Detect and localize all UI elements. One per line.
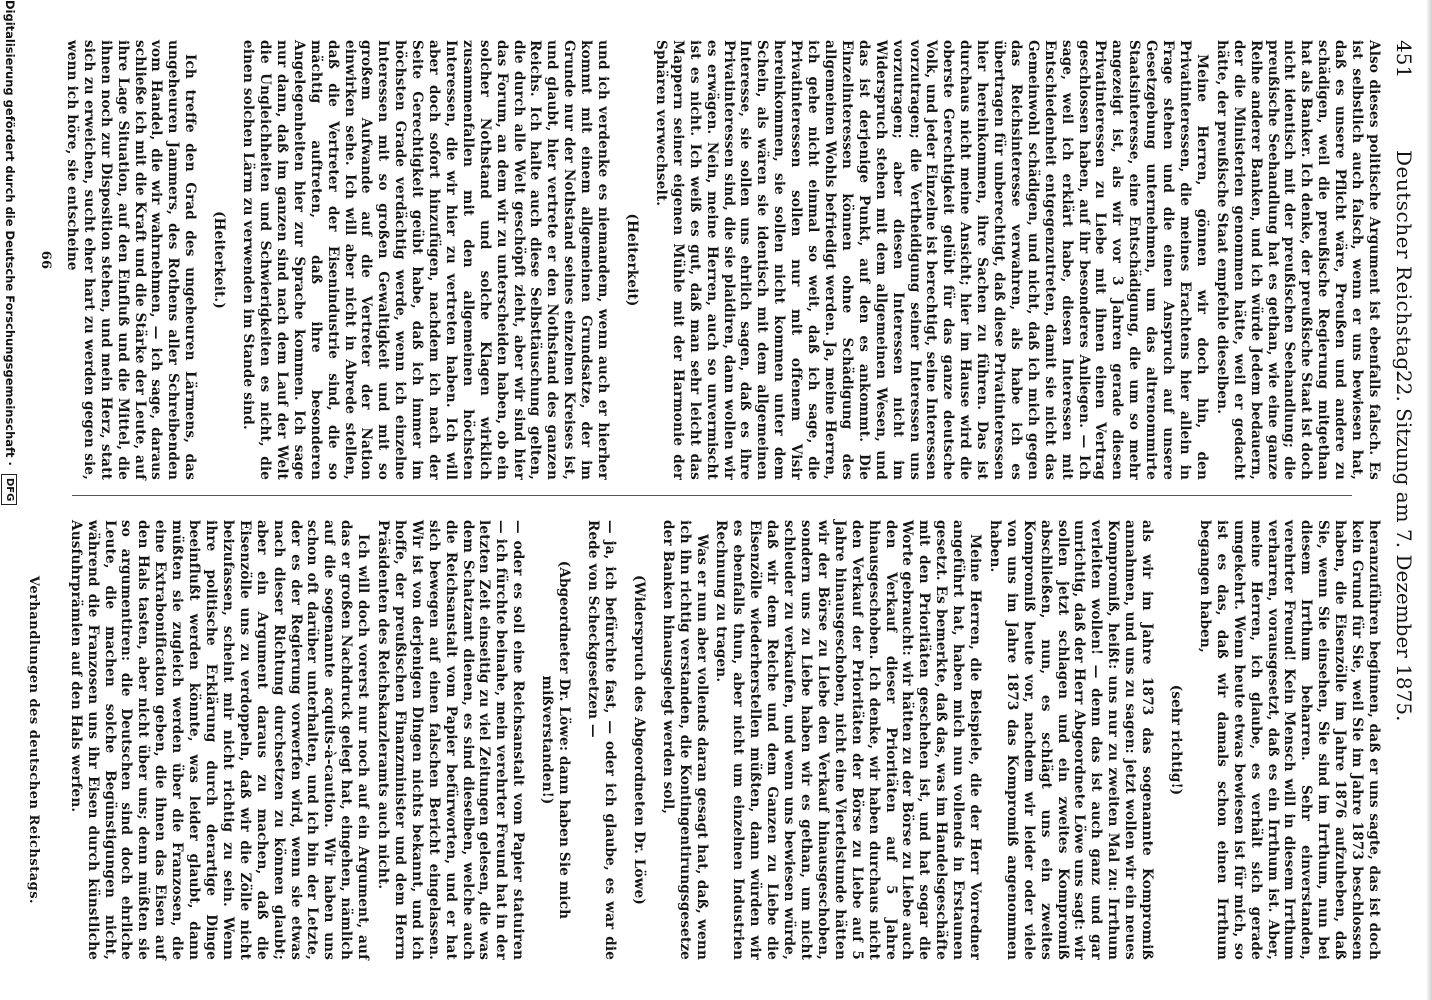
paragraph: Meine Herren, gönnen wir doch hin, den Privatinteressen, die meines Erachtens hier allein in Frage stehen und die einen Anspruch auf unsere Gesetzgebung unternehmen, um das altrenommirte Staatsinteresse, eine Entschädigung, die um so mehr angezeigt ist, als wir vor 3 Jahren gerade diesen Privatinteressen zu Liebe mit ihnen einen Vertrag geschlossen haben, auf ihr besonderes Anliegen. — Ich sage, weil ich erklärt habe, diesen Interessen mit Entschiedenheit entgegenzutreten, damit sie nicht das Gemeinwohl schädigen, und nicht, daß ich mich gegen das Reichsinteresse verwahren, als habe ich es übertragen für unberechtigt, daß diese Privatinteressen hier hereinkommen, ihre Sachen zu führen. Das ist durchaus nicht meine Ansicht; hier im Hause wird die oberste Gerechtigkeit gelübt für das ganze deutsche Volk, und jeder Einzelne ist berechtigt, seine Interessen vorzutragen; die Vertheidigung seiner Interessen uns vorzutragen; aber diesen Interessen nicht im Widerspruch stehen mit dem allgemeinen Wesen, und das ist derjenige Punkt, auf den es ankommt. Die Einzelinteressen können ohne Schädigung des allgemeinen Wohls befriedigt werden. Ja, meine Herren, ich gehe nicht einmal so weit, daß ich sage, die Privatinteressen sollen nur mit offenem Visir hereinkommen, sie sollen nicht kommen unter dem Schein, als wären sie identisch mit dem allgemeinen Interesse, sie sollen uns ehrlich sagen, daß es ihre Privatinteressen sind, die sie plaidiren, dann wollen wir es erwägen. Nein, meine Herren, auch so unvermischt ist es nicht. Ich weiß es gut, daß man sehr leicht das Mappern seiner eigenen Mühle mit der Harmonie der Sphären verwechselt. [652, 40, 1210, 480]
digitization-note-text: Digitalisierung gefördert durch die Deutsche Forschungsgemeinschaft · [3, 0, 17, 466]
text-column-right [25, 520, 1382, 960]
paragraph: als wir im Jahre 1873 das sogenannte Kompromiß annahmen, und uns zu sagen: jetzt wollen wir ein neues Kompromiß, heißt: uns nur zu zweiten Mal zu: Irrthum verleiten wollen! — denn das ist auch ganz und gar unrichtig, daß der Herr Abgeordnete Löwe uns sagt: wir sollen jetzt schlagen und ein zweites Kompromiß abschließen, nun, es schlägt uns ein zweites Kompromiß heute vor, nachdem wir leider oder viele von uns im Jahre 1873 das Kompromiß angenommen haben. [986, 520, 1156, 960]
paragraph: Ich treffe den Grad des ungeheuren Lärmens, das ungeheuren Jammers, des Rothens aller Schreibenden vom Handel, die wir wahrnehmen, — ich sage, daraus schließe ich mit die Kraft und die Stärke der Leute, auf ihre Lage Situation, auf den Einfluß und die Mittel, die ihnen noch zur Disposition stehen, und mein Herz, statt sich zu erweichen, sucht eher hart zu werden gegen sie, wenn ich höre, sie entscheine [63, 40, 199, 480]
signature-line: Verhandlungen des deutschen Reichstags. [25, 575, 41, 905]
paragraph: — oder es soll eine Reichsanstalt vom Papier statuiren — ich fürchte beinahe, mein verehrter Freund hat in der letzten Zeit einseitig zu viel Zeitungen gelesen, die was dem Schatzamt dienen, es sind dieselben, welche auch die Reichsanstalt vom Papier befürworten, und er hat sich bewegen auf einen falschen Bericht eingelassen. Wir ist von derjenigen Dingen nichts bekannt, und ich hoffe, der preußischen Finanzminister und dem Herrn Präsidenten des Reichskanzleramts auch nicht. [375, 520, 527, 960]
text-column-left [38, 40, 1382, 480]
scan-edge [1426, 0, 1432, 1000]
interjection: (Widerspruch des Abgeordneten Dr. Löwe) [630, 574, 647, 905]
column-divider [72, 495, 1352, 496]
paragraph: Also dieses politische Argument ist ebenfalls falsch. Es ist selbstlich auch falsch, wenn er uns bewiesen hat, daß es unsere Pflicht wäre, Preußen und andere zu schädigen, weil die preußische Regierung mitgethan hat als Banker. Ich denke, der preußische Staat ist doch nicht identisch mit der preußischen Seehandlung; die preußische Seehandlung hat es gethan, wie eine ganze Reihe anderer Banken, und ich würde Jedem bedauern, der die Ministerien genommen hätte, weil er gedacht hätte, der preußische Staat empfehle dieselben. [1213, 40, 1382, 480]
paragraph: Meine Herren, die Beispiele, die der Herr Vorredner angeführt hat, haben mich nun vollends in Erstaunen gesetzt. Es bemerkte, daß das, was im Handelsgeschäfte mit den Prioritäten geschehen ist, und hat sogar die Worte gebraucht: wir hätten zu der Börse zu Liebe auch den Verkauf dieser Prioritäten auf 5 Jahre hinausgeschoben. Ich denke, wir haben durchaus nicht den Verkauf der Prioritäten der Börse zu Liebe auf 5 Jahre hinausgeschoben, nicht eine Viertelstunde hätten wir der Börse zu Liebe den Verkauf hinausgeschoben, sondern uns zu Liebe haben wir es gethan, um nicht schleuder zu verkaufen, und wenn uns bewiesen würde, daß wir dem Reiche und dem Ganzen zu Liebe die Eisenzölle wiederherstellen müßten, dann würden wir es ebenfalls thun, aber nicht um einzelnen Industrien Rechnung zu tragen. [713, 520, 984, 960]
paragraph: — ja, ich befürchte fast, — oder ich glaube, es war die Rede von Scheckgesetzen — [585, 520, 618, 960]
page-number: 451 [1392, 40, 1416, 79]
dfg-logo: DFG [2, 474, 18, 505]
paragraph: Was er nun aber vollends daran gesagt hat, daß, wenn ich ihn richtig verstanden, die Kontingentirungsgesetze der Banken hinausgelegt werden soll, [659, 520, 710, 960]
interjection: (Heiterkeit) [624, 213, 641, 307]
interjection: (sehr richtig!) [1168, 684, 1185, 796]
interjection: (Heiterkeit.) [211, 211, 228, 309]
interjection: (Abgeordneter Dr. Löwe: dann haben Sie mich mißverstanden!) [539, 560, 573, 920]
session-date: 22. Sitzung am 7. Dezember 1875. [1392, 370, 1416, 722]
digitization-note [0, 0, 20, 1000]
running-title: Deutscher Reichstag. [1392, 150, 1416, 378]
paragraph: und ich verdenke es niemandem, wenn auch er hierher kommt mit einem allgemeinen Grundsatze, der im Grunde nur der Nothstand seines einzelnen Kreises ist, und glaubt, hier vertrete er den Nothstand des ganzen Reichs. Ich halte auch diese Selbsttäuschung gelten, die durch alle Welt geschöpft zieht, aber wir sind hier das Forum, an dem wir zu unterscheiden haben, ob ein solcher Nothstand und solche Klagen wirklich zusammenfallen mit den allgemeinen höchsten Interessen, die wir hier zu vertreten haben. Ich will aber doch sofort hinzufügen, nachdem ich nach der Seite Gerechtigkeit geübt habe, daß ich immer im höchsten Grade verdächtig werde, wenn ich einzelne Interessen mit so großen Gewaltigkeit und mit so großem Aufwande auf die Vertreter der Nation einwirken sehe. Ich will aber nicht in Abrede stellen, daß die Vertreter der Eisenindustrie sind, die so mächtig auftreten, daß ihre besonderen Angelegenheiten hier zur Sprache kommen. Ich sage nur dann, daß im ganzen sind nach dem Lauf der Welt die Ungleichheiten und Schwierigkeiten es nicht, die einen solchen Lärm zu verwenden im Stande sind. [240, 40, 612, 480]
paragraph: Ich will doch vorerst nur noch auf ein Argument, auf das er großen Nachdruck gelegt hat, eingehen, nämlich auf die sogenannte acquits-à-caution. Wir haben uns schon oft darüber unterhalten, und ich bin der Letzte, der es der Regierung vorwerfen wird, wenn sie etwas nach dieser Richtung durchsetzen zu können glaubt; aber ein Argument daraus zu machen, daß die Eisenzölle uns zu verdoppeln, daß wir die Zölle nicht beizufassen, scheint mir nicht richtig zu sein. Wenn ihre politische Erklärung durch derartige Dinge beeinflußt werden könnte, was leider glaubt, dann müßten sie zugleich werden über die Franzosen, die eine Extrabonification geben, die ihnen das Eisen auf den Hals tasten, aber nicht über uns; denn müßten sie so argumentiren: die Deutschen sind doch ehrliche Leute, die machen solche Begünstigungen nicht, während die Franzosen uns ihr Eisen durch künstliche Ausfuhrprämien auf den Hals werfen. [67, 520, 372, 960]
page-header [1384, 40, 1424, 960]
sheet-number: 66 [38, 250, 54, 270]
paragraph: heranzuführen beginnen, daß er uns sagte, das ist doch kein Grund für Sie, weil Sie im Jahre 1873 beschlossen haben, die Eisenzölle im Jahre 1876 aufzuheben, daß Sie, wenn Sie einsehen, Sie sind im Irrthum, nun bei diesem Irrthum beharren. Sehr einverstanden, verehrter Freund! Kein Mensch will in diesem Irrthum verharren, vorausgesetzt, daß es ein Irrthum ist. Aber, meine Herren, ich glaube, es verhält sich gerade umgekehrt. Wenn heute etwas bewiesen ist für mich, so ist es das, daß wir damals schon einen Irrthum begangen haben, [1196, 520, 1382, 960]
